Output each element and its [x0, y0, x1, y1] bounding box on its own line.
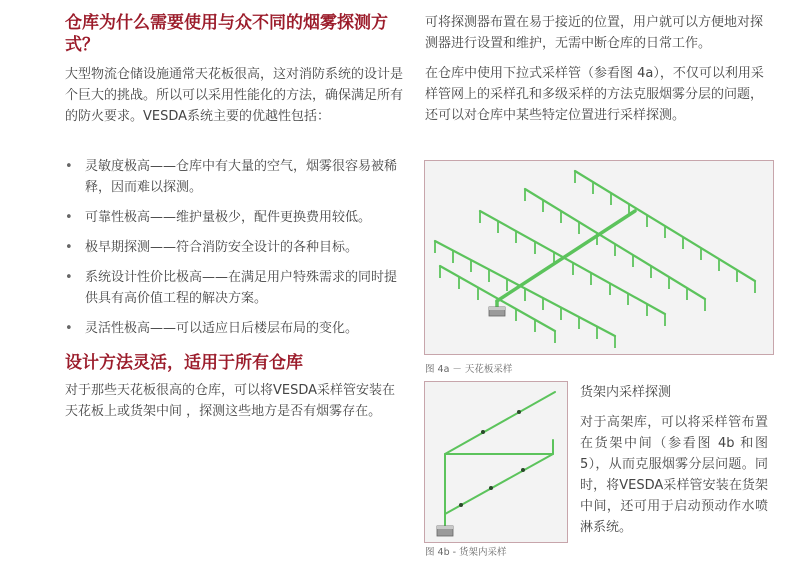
- figure-4b-caption: 图 4b - 货架内采样: [425, 547, 507, 558]
- detector-location-paragraph: 可将探测器布置在易于接近的位置，用户就可以方便地对探测器进行设置和维护，无需中断仓库的日常工作。: [425, 15, 764, 51]
- benefit-item: • 极早期探测——符合消防安全设计的各种目标。: [65, 237, 397, 258]
- drop-pipe-paragraph: 在仓库中使用下拉式采样管（参看图 4a），不仅可以利用采样管网上的采样孔和多级采样的方法克服烟雾分层的问题，还可以对仓库中某些特定位置进行采样探测。: [425, 66, 764, 123]
- heading-flexible-design: 设计方法灵活，适用于所有仓库: [65, 353, 303, 373]
- in-rack-paragraph: 对于高架库，可以将采样管布置在货架中间（参看图 4b 和图 5），从而克服烟雾分层问题。同时，将VESDA采样管安装在货架中间，还可用于启动预动作水喷淋系统。: [580, 415, 768, 535]
- in-rack-section-title: 货架内采样探测: [580, 385, 672, 400]
- figure-4b-in-rack-sampling: [424, 381, 568, 543]
- heading-why-special-detection: 仓库为什么需要使用与众不同的烟雾探测方式？: [65, 13, 388, 55]
- ceiling-pipe-network-drawing: [425, 161, 773, 354]
- intro-paragraph: 大型物流仓储设施通常天花板很高，这对消防系统的设计是个巨大的挑战。所以可以采用性能化的方法，确保满足所有的防火要求。VESDA系统主要的优越性包括：: [65, 67, 404, 124]
- flexible-design-paragraph: 对于那些天花板很高的仓库，可以将VESDA采样管安装在天花板上或货架中间 ，探测这些地方是否有烟雾存在。: [65, 383, 396, 419]
- figure-4a-caption: 图 4a － 天花板采样: [425, 364, 513, 375]
- in-rack-pipe-drawing: [425, 382, 567, 542]
- benefit-item: • 可靠性极高——维护量极少，配件更换费用较低。: [65, 207, 397, 228]
- figure-4a-ceiling-sampling: [424, 160, 774, 355]
- benefit-item: • 系统设计性价比极高——在满足用户特殊需求的同时提供具有高价值工程的解决方案。: [65, 267, 397, 309]
- benefit-item: • 灵活性极高——可以适应日后楼层布局的变化。: [65, 318, 397, 339]
- benefit-item: • 灵敏度极高——仓库中有大量的空气，烟雾很容易被稀释，因而难以探测。: [65, 156, 397, 198]
- benefit-list: [65, 156, 397, 339]
